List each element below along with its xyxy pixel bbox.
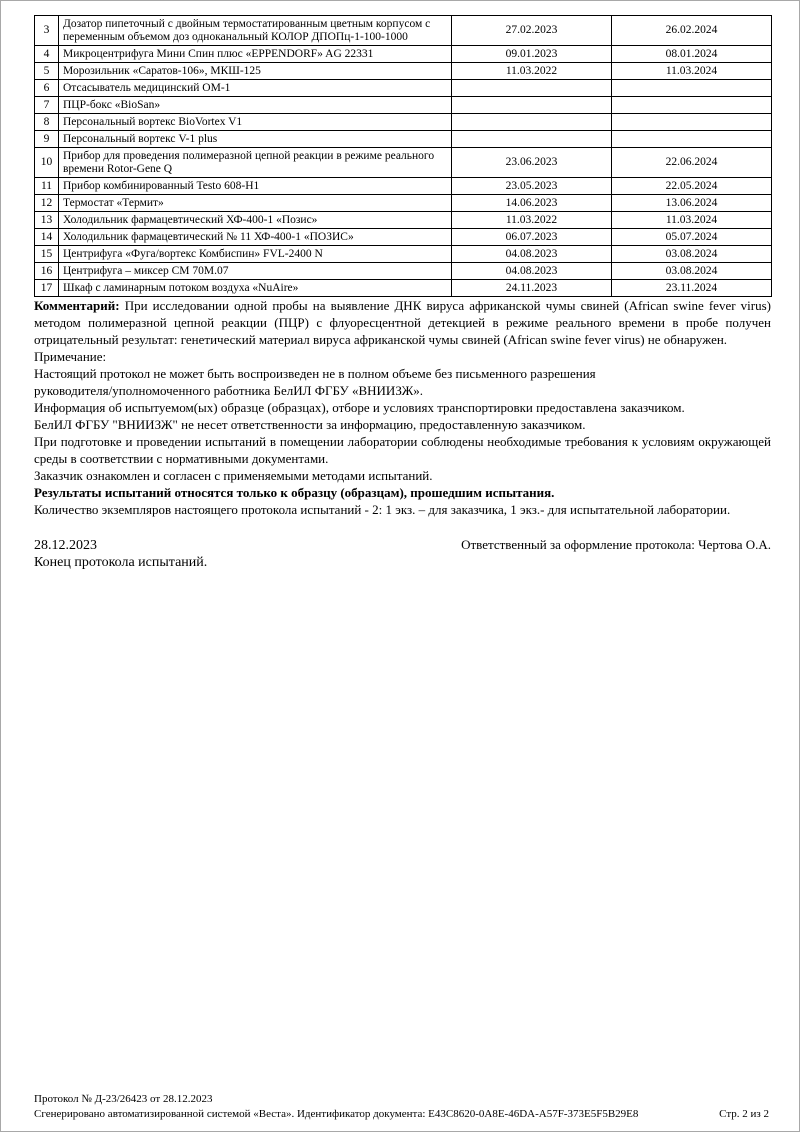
row-number: 17 <box>35 280 59 297</box>
valid-until-date: 23.11.2024 <box>612 280 772 297</box>
copies-statement: Количество экземпляров настоящего протокола испытаний - 2: 1 экз. – для заказчика, 1 экз.- для испытательной лаборатории. <box>34 502 731 517</box>
table-row <box>35 229 772 246</box>
valid-until-date: 22.05.2024 <box>612 178 772 195</box>
equipment-name: Центрифуга «Фуга/вортекс Комбиспин» FVL-2400 N <box>59 246 452 263</box>
valid-until-date: 11.03.2024 <box>612 63 772 80</box>
row-number: 9 <box>35 131 59 148</box>
document-body <box>34 297 771 572</box>
calibration-date: 23.06.2023 <box>452 148 612 178</box>
footer-generated-line <box>34 1107 769 1122</box>
row-number: 5 <box>35 63 59 80</box>
equipment-name: Микроцентрифуга Мини Спин плюс «EPPENDORF» AG 22331 <box>59 46 452 63</box>
calibration-date <box>452 97 612 114</box>
calibration-date <box>452 80 612 97</box>
valid-until-date: 13.06.2024 <box>612 195 772 212</box>
calibration-date: 23.05.2023 <box>452 178 612 195</box>
table-row <box>35 97 772 114</box>
equipment-name: Морозильник «Саратов-106», МКШ-125 <box>59 63 452 80</box>
valid-until-date: 22.06.2024 <box>612 148 772 178</box>
table-row <box>35 16 772 46</box>
table-row <box>35 80 772 97</box>
table-row <box>35 178 772 195</box>
calibration-date: 06.07.2023 <box>452 229 612 246</box>
calibration-date: 24.11.2023 <box>452 280 612 297</box>
table-row <box>35 212 772 229</box>
row-number: 15 <box>35 246 59 263</box>
notes-heading: Примечание: <box>34 349 107 364</box>
note-line: Настоящий протокол не может быть воспроизведен не в полном объеме без письменного разрешения <box>34 366 596 381</box>
equipment-name: Прибор комбинированный Testo 608-H1 <box>59 178 452 195</box>
valid-until-date: 11.03.2024 <box>612 212 772 229</box>
end-of-protocol: Конец протокола испытаний. <box>34 555 208 570</box>
page-number: Стр. 2 из 2 <box>719 1108 769 1120</box>
valid-until-date: 03.08.2024 <box>612 246 772 263</box>
valid-until-date: 26.02.2024 <box>612 16 772 46</box>
row-number: 11 <box>35 178 59 195</box>
table-row <box>35 280 772 297</box>
responsible-person: Ответственный за оформление протокола: Чертова О.А. <box>461 537 771 552</box>
row-number: 7 <box>35 97 59 114</box>
row-number: 10 <box>35 148 59 178</box>
calibration-date: 04.08.2023 <box>452 246 612 263</box>
calibration-date: 09.01.2023 <box>452 46 612 63</box>
signoff-row <box>34 536 771 554</box>
table-row <box>35 148 772 178</box>
comment-paragraph <box>34 297 771 348</box>
equipment-name: Центрифуга – миксер СМ 70М.07 <box>59 263 452 280</box>
results-statement: Результаты испытаний относятся только к образцу (образцам), прошедшим испытания. <box>34 485 555 500</box>
equipment-name: ПЦР-бокс «BioSan» <box>59 97 452 114</box>
calibration-date <box>452 131 612 148</box>
note-line: При подготовке и проведении испытаний в помещении лаборатории соблюдены необходимые требования к условиям окружающей среды в соответствии с нормативными документами. <box>34 434 771 466</box>
comment-text: При исследовании одной пробы на выявление ДНК вируса африканской чумы свиней (African swine fever virus) методом полимеразной цепной реакции (ПЦР) с флуоресцентной детекцией в режиме реального времени в пробе получен отрицательный результат: генетический материал вируса африканской чумы свиней (African swine fever virus) не обнаружен. <box>34 298 771 347</box>
valid-until-date <box>612 131 772 148</box>
row-number: 8 <box>35 114 59 131</box>
note-line: Информация об испытуемом(ых) образце (образцах), отборе и условиях транспортировки предоставлена заказчиком. <box>34 400 685 415</box>
equipment-name: Холодильник фармацевтический № 11 ХФ-400-1 «ПОЗИС» <box>59 229 452 246</box>
valid-until-date <box>612 97 772 114</box>
equipment-table <box>34 15 772 297</box>
note-line: руководителя/уполномоченного работника БелИЛ ФГБУ «ВНИИЗЖ». <box>34 383 424 398</box>
equipment-name: Шкаф с ламинарным потоком воздуха «NuAire» <box>59 280 452 297</box>
row-number: 4 <box>35 46 59 63</box>
equipment-name: Отсасыватель медицинский ОМ-1 <box>59 80 452 97</box>
row-number: 14 <box>35 229 59 246</box>
table-row <box>35 195 772 212</box>
calibration-date <box>452 114 612 131</box>
row-number: 3 <box>35 16 59 46</box>
calibration-date: 11.03.2022 <box>452 212 612 229</box>
row-number: 6 <box>35 80 59 97</box>
table-row <box>35 46 772 63</box>
row-number: 12 <box>35 195 59 212</box>
table-row <box>35 263 772 280</box>
valid-until-date <box>612 80 772 97</box>
equipment-name: Дозатор пипеточный с двойным термостатированным цветным корпусом с переменным объемом доз одноканальный КОЛОР ДПОПц-1-100-1000 <box>59 16 452 46</box>
protocol-date: 28.12.2023 <box>34 538 97 553</box>
valid-until-date: 03.08.2024 <box>612 263 772 280</box>
equipment-name: Персональный вортекс BioVortex V1 <box>59 114 452 131</box>
table-row <box>35 246 772 263</box>
footer-protocol-number: Протокол № Д-23/26423 от 28.12.2023 <box>34 1093 213 1105</box>
note-line: БелИЛ ФГБУ "ВНИИЗЖ" не несет ответственности за информацию, предоставленную заказчиком. <box>34 417 586 432</box>
valid-until-date: 08.01.2024 <box>612 46 772 63</box>
equipment-name: Термостат «Термит» <box>59 195 452 212</box>
valid-until-date: 05.07.2024 <box>612 229 772 246</box>
row-number: 16 <box>35 263 59 280</box>
table-row <box>35 131 772 148</box>
row-number: 13 <box>35 212 59 229</box>
calibration-date: 04.08.2023 <box>452 263 612 280</box>
note-line: Заказчик ознакомлен и согласен с применяемыми методами испытаний. <box>34 468 433 483</box>
calibration-date: 27.02.2023 <box>452 16 612 46</box>
calibration-date: 11.03.2022 <box>452 63 612 80</box>
table-row <box>35 63 772 80</box>
valid-until-date <box>612 114 772 131</box>
equipment-name: Прибор для проведения полимеразной цепной реакции в режиме реального времени Rotor-Gene Q <box>59 148 452 178</box>
table-row <box>35 114 772 131</box>
page-footer <box>34 1092 769 1122</box>
equipment-name: Холодильник фармацевтический ХФ-400-1 «Позис» <box>59 212 452 229</box>
comment-label: Комментарий: <box>34 298 120 313</box>
equipment-name: Персональный вортекс V-1 plus <box>59 131 452 148</box>
calibration-date: 14.06.2023 <box>452 195 612 212</box>
footer-generator-info: Сгенерировано автоматизированной системой «Веста». Идентификатор документа: E43C8620-0A8E-46DA-A57F-373E5F5B29E8 <box>34 1108 639 1120</box>
